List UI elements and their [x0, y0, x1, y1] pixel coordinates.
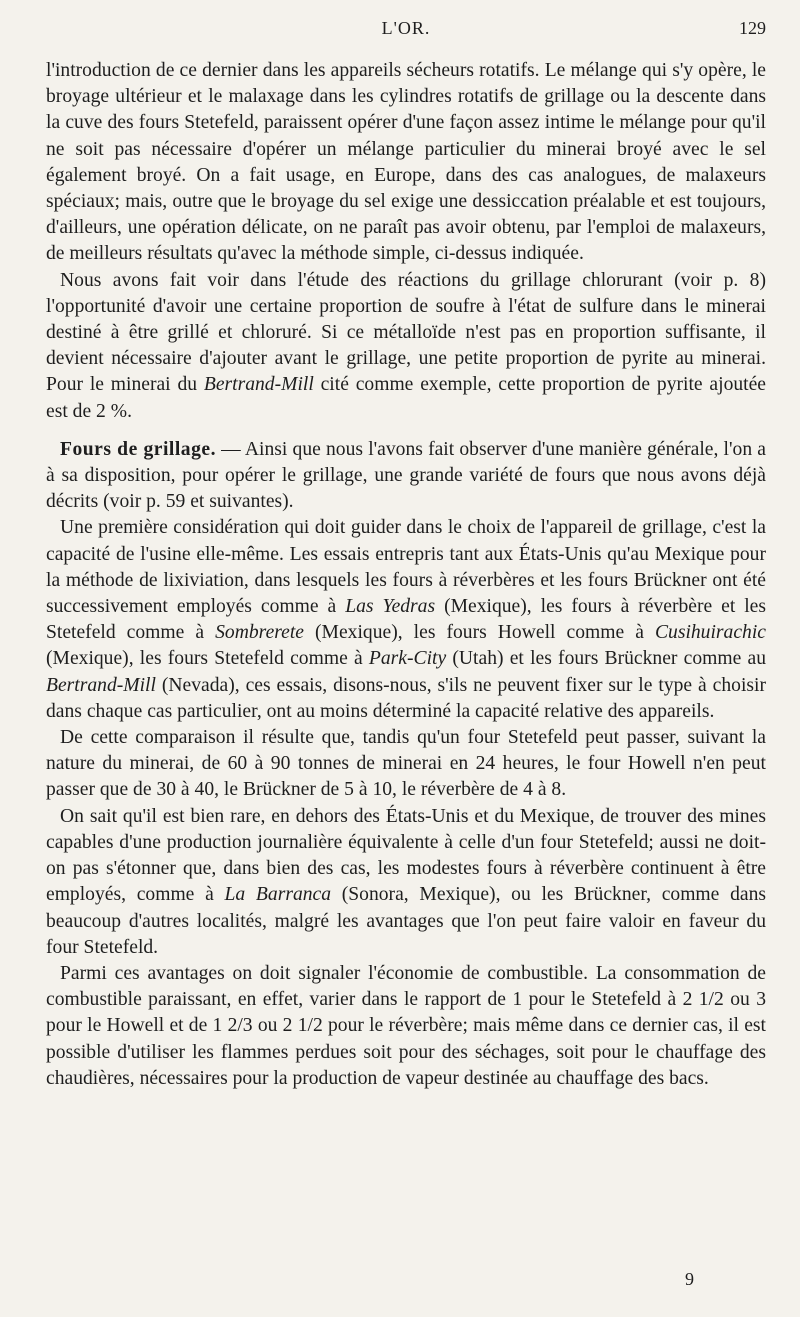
- paragraph-4-text-b: (Mexique), les fours à réverbère et les Stetefeld comme à: [46, 596, 767, 644]
- paragraph-1: l'introduction de ce dernier dans les appareils sécheurs rotatifs. Le mélange qui s'y opère, le broyage ultérieur et le malaxage dans les cylindres rotatifs de grillage ou la descente dans la cuve des fours Stetefeld, paraissent opérer d'une façon assez intime le mélange pour qu'il ne soit pas nécessaire d'opérer un mélange particulier du minerai broyé avec le sel également broyé. On a fait usage, en Europe, dans des cas analogues, de malaxeurs spéciaux; mais, outre que le broyage du sel exige une dessiccation préalable et est toujours, d'ailleurs, une opération délicate, on ne paraît pas avoir obtenu, par l'emploi de malaxeurs, de meilleurs résultats qu'avec la méthode simple, ci-dessus indiquée.: [46, 60, 766, 265]
- running-title: L'OR.: [381, 18, 431, 38]
- running-header: [46, 18, 766, 44]
- paragraph-2: [46, 268, 766, 425]
- place-cusihuirachic: Cusihuirachic: [654, 622, 766, 644]
- place-las-yedras: Las Yedras: [345, 596, 436, 618]
- paragraph-4-text-c: (Mexique), les fours Howell comme à: [304, 622, 655, 644]
- body-text: [46, 58, 766, 1092]
- paragraph-6-text-b: (Sonora, Mexique), ou les Brückner, comme dans beaucoup d'autres localités, malgré les avantages que l'on peut faire valoir en faveur du four Stetefeld.: [46, 884, 766, 958]
- paragraph-2-text-b: cité comme exemple, cette proportion de pyrite ajoutée est de 2 %.: [46, 374, 767, 422]
- page-number: 129: [739, 18, 766, 38]
- place-la-barranca: La Barranca: [224, 884, 332, 906]
- paragraph-6-text-a: On sait qu'il est bien rare, en dehors des États-Unis et du Mexique, de trouver des mines capables d'une production journalière équivalente à celle d'un four Stetefeld; aussi ne doit-on pas s'étonner que, dans bien des cas, les modestes fours à réverbère continuent à être employés, comme à: [46, 805, 766, 906]
- paragraph-6: [46, 804, 766, 961]
- paragraph-5: De cette comparaison il résulte que, tandis qu'un four Stetefeld peut passer, suivant la nature du minerai, de 60 à 90 tonnes de minerai en 24 heures, le four Howell n'en peut passer que de 30 à 40, le Brückner de 5 à 10, le réverbère de 4 à 8.: [46, 727, 766, 801]
- place-bertrand-mill-2: Bertrand-Mill: [46, 674, 156, 696]
- paragraph-4-text-a: Une première considération qui doit guider dans le choix de l'appareil de grillage, c'est la capacité de l'usine elle-même. Les essais entrepris tant aux États-Unis qu'au Mexique pour la méthode de lixiviation, dans lesquels les fours à réverbères et les fours Brückner ont été successivement employés comme à: [46, 517, 766, 618]
- paragraph-7: Parmi ces avantages on doit signaler l'économie de combustible. La consommation de combustible paraissant, en effet, varier dans le rapport de 1 pour le Stetefeld à 2 1/2 ou 3 pour le Howell et de 1 2/3 ou 2 1/2 pour le réverbère; mais même dans ce dernier cas, il est possible d'utiliser les flammes perdues soit pour des séchages, soit pour le chauffage des chaudières, nécessaires pour la production de vapeur destinée au chauffage des bacs.: [46, 962, 766, 1089]
- place-bertrand-mill: Bertrand-Mill: [203, 374, 314, 396]
- paragraph-4: [46, 515, 766, 725]
- section-heading-fours: Fours de grillage.: [60, 438, 216, 460]
- paragraph-3-text: — Ainsi que nous l'avons fait observer d'une manière générale, l'on a à sa disposition, pour opérer le grillage, une grande variété de fours que nous avons déjà décrits (voir p. 59 et suivantes).: [46, 438, 767, 513]
- paragraph-2-text-a: Nous avons fait voir dans l'étude des réactions du grillage chlorurant (voir p. 8) l'opportunité d'avoir une certaine proportion de soufre à l'état de sulfure dans le minerai destiné à être grillé et chloruré. Si ce métalloïde n'est pas en proportion suffisante, il devient nécessaire d'ajouter avant le grillage, une petite proportion de pyrite au minerai. Pour le minerai du: [46, 269, 766, 396]
- paragraph-4-text-d: (Mexique), les fours Stetefeld comme à: [46, 648, 369, 670]
- place-sombrerete: Sombrerete: [215, 622, 304, 644]
- paragraph-3: [46, 437, 766, 516]
- paragraph-4-text-f: (Nevada), ces essais, disons-nous, s'ils ne peuvent fixer sur le type à choisir dans chaque cas particulier, ont au moins déterminé la capacité relative des appareils.: [46, 674, 766, 722]
- paragraph-4-text-e: (Utah) et les fours Brückner comme au: [446, 648, 767, 670]
- place-park-city: Park-City: [368, 648, 447, 670]
- signature-mark: 9: [685, 1269, 694, 1289]
